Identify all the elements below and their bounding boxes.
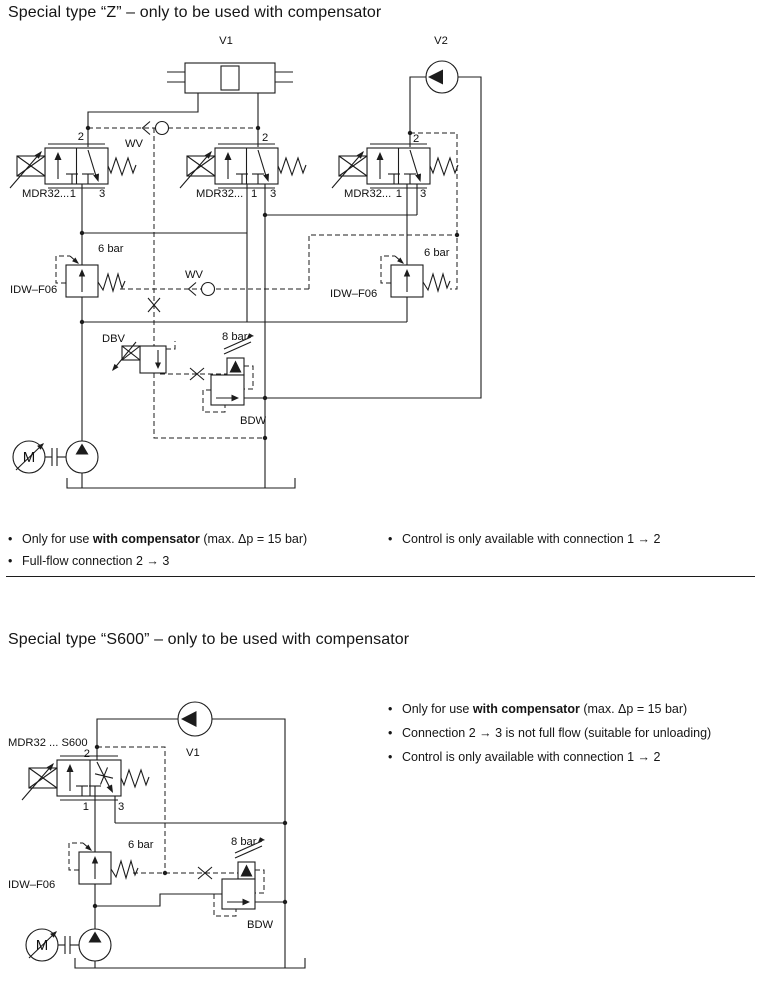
label-mdr-middle: MDR32...: [196, 188, 244, 200]
port-3-middle: 3: [270, 188, 277, 200]
port-1-right: 1: [395, 188, 402, 200]
schematic-z: [10, 35, 481, 488]
label-8bar: 8 bar: [222, 331, 248, 343]
label-dbv: DBV: [102, 333, 126, 345]
section-z-bullets-right: [386, 528, 660, 550]
bullet-text: Full-flow connection 2 → 3: [22, 554, 170, 568]
label-motor-m: M: [22, 449, 36, 466]
bdw-valve: [203, 333, 254, 412]
label-idw-left: IDW–F06: [10, 284, 58, 296]
bullet-text: Control is only available with connection 1 → 2: [402, 532, 661, 546]
bullet-item: [6, 528, 307, 550]
label-idw-s600: IDW–F06: [8, 879, 56, 891]
junction-dots-s600: [93, 745, 287, 908]
port-2-middle: 2: [262, 132, 269, 144]
idw-valve-left: [56, 256, 125, 297]
motor-v1-s600: [178, 702, 212, 736]
label-mdr-left: MDR32...: [22, 188, 70, 200]
bullet-item: [386, 697, 711, 721]
mdr32-s600-valve: [22, 756, 149, 800]
cylinder-v1: [167, 63, 293, 93]
section-divider: [6, 576, 755, 577]
mdr32-valve-right: [332, 144, 458, 188]
bullet-bold: with compensator: [472, 702, 580, 716]
bullet-item: [386, 528, 660, 550]
label-wv-middle: WV: [185, 269, 204, 281]
bullet-item: [6, 550, 307, 572]
bullet-text: Connection 2 → 3 is not full flow (suitable for unloading): [402, 726, 712, 740]
bullet-text: Only for use: [22, 532, 93, 546]
bullet-text: (max. Δp = 15 bar): [199, 532, 308, 546]
label-6bar-right: 6 bar: [424, 247, 450, 259]
label-v1: V1: [219, 35, 233, 47]
label-v1-s600: V1: [186, 747, 200, 759]
label-8bar-s600: 8 bar: [231, 836, 257, 848]
section-z-bullets-left: [6, 528, 307, 572]
bullet-text: Only for use: [402, 702, 473, 716]
label-6bar-left: 6 bar: [98, 243, 124, 255]
label-idw-right: IDW–F06: [330, 288, 378, 300]
label-wv-top: WV: [125, 138, 144, 150]
port-2-s600: 2: [83, 748, 90, 760]
mdr32-valve-left: [10, 144, 136, 188]
dbv-valve: [112, 341, 175, 373]
label-bdw: BDW: [240, 415, 267, 427]
bullet-bold: with compensator: [92, 532, 200, 546]
port-2-right: 2: [413, 133, 420, 145]
port-2-left: 2: [77, 131, 84, 143]
port-1-left: 1: [69, 188, 76, 200]
idw-valve-right: [381, 256, 450, 297]
section-s600-title: Special type “S600” – only to be used with compensator: [8, 631, 410, 648]
label-bdw-s600: BDW: [247, 919, 274, 931]
port-1-s600: 1: [82, 801, 89, 813]
port-3-left: 3: [99, 188, 106, 200]
label-mdr-right: MDR32...: [344, 188, 392, 200]
mdr32-valve-middle: [180, 144, 306, 188]
schematic-s600: [8, 702, 305, 968]
bullet-item: [386, 745, 711, 769]
port-3-s600: 3: [118, 801, 125, 813]
bullet-text: Control is only available with connection 1 → 2: [402, 750, 661, 764]
motor-v2: [426, 61, 458, 93]
label-motor-m-s600: M: [35, 937, 49, 954]
section-s600-bullets: [386, 697, 711, 769]
port-1-middle: 1: [251, 188, 258, 200]
label-mdr-s600: MDR32 ... S600: [8, 737, 88, 749]
label-v2: V2: [434, 35, 448, 47]
port-3-right: 3: [420, 188, 427, 200]
label-6bar-s600: 6 bar: [128, 839, 154, 851]
bullet-item: [386, 721, 711, 745]
bdw-valve-s600: [214, 837, 265, 916]
section-z-title: Special type “Z” – only to be used with compensator: [8, 4, 382, 21]
bullet-text: (max. Δp = 15 bar): [579, 702, 688, 716]
